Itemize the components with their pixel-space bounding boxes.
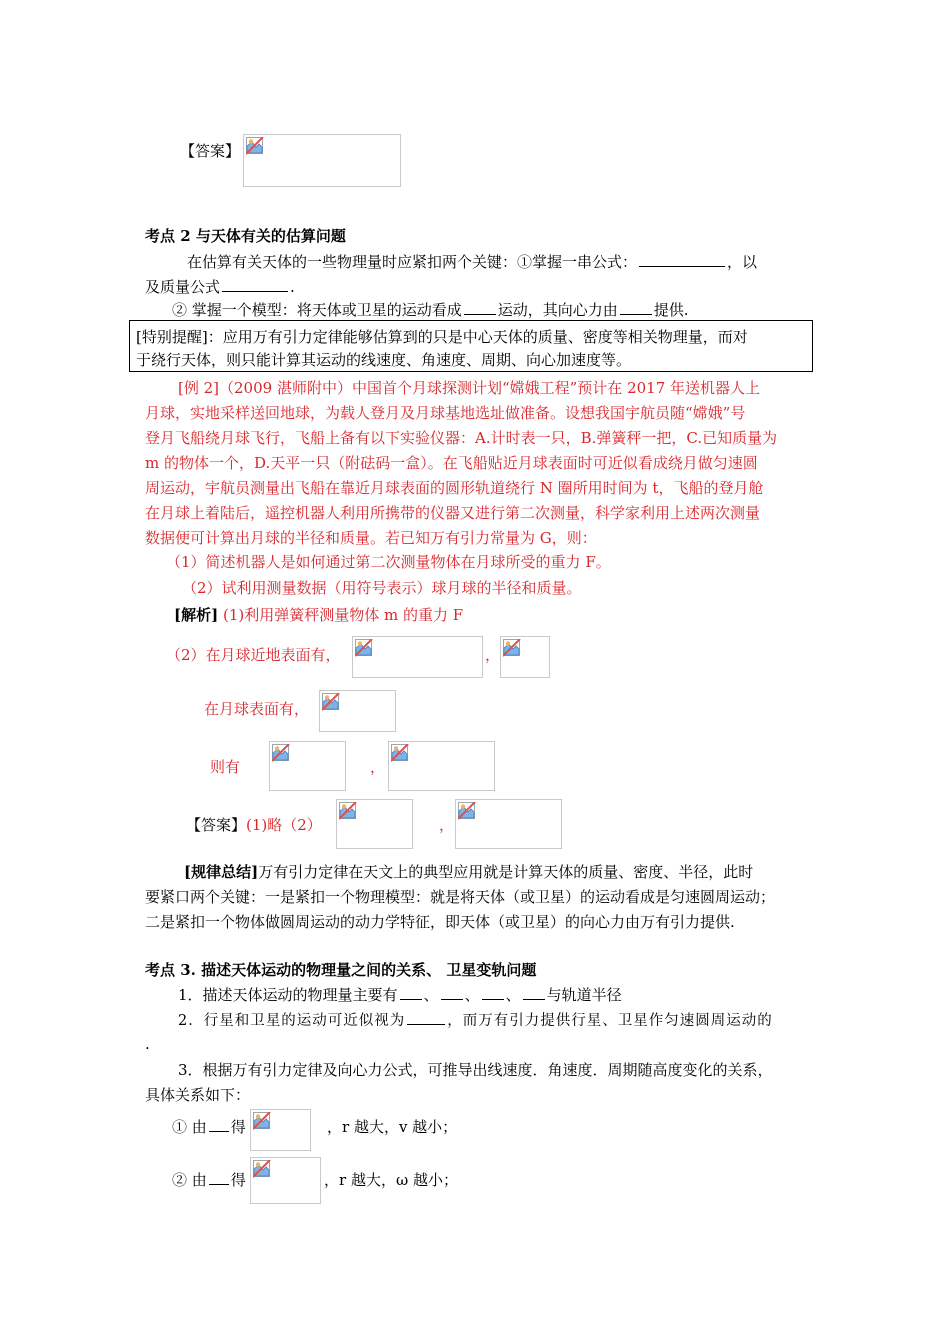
section-heading: 考点 2 与天体有关的估算问题 [145, 227, 346, 245]
fill-blank [407, 1010, 445, 1025]
broken-image-icon [458, 802, 476, 820]
formula-image [500, 636, 550, 678]
broken-image-icon [391, 744, 409, 762]
fill-blank [482, 985, 504, 1000]
example-line: 在月球上着陆后，遥控机器人利用所携带的仪器又进行第二次测量，科学家利用上述两次测量 [145, 504, 761, 522]
section-heading: 考点 3. 描述天体运动的物理量之间的关系、 卫星变轨问题 [145, 961, 537, 979]
formula-image [388, 741, 495, 791]
paragraph: 在估算有关天体的一些物理量时应紧扣两个关键：①掌握一串公式： ，以 [187, 253, 758, 271]
paragraph: 1．描述天体运动的物理量主要有 、 、 、 与轨道半径 [178, 986, 622, 1004]
formula-image [319, 690, 396, 732]
comma: ， [485, 646, 501, 664]
solution-step: 则有 [210, 758, 241, 776]
fill-blank [400, 985, 422, 1000]
fill-blank [639, 252, 725, 267]
relation-row: ② 由 得 [172, 1171, 246, 1189]
broken-image-icon [355, 639, 373, 657]
fill-blank [222, 277, 288, 292]
fill-blank [620, 300, 652, 315]
question-2: （2）试利用测量数据（用符号表示）球月球的半径和质量。 [182, 579, 582, 597]
relation-text: ，r 越大，ω 越小； [324, 1171, 458, 1189]
broken-image-icon [253, 1112, 271, 1130]
example-line: 周运动，宇航员测量出飞船在靠近月球表面的圆形轨道绕行 N 圈所用时间为 t，飞船的登月舱 [145, 479, 764, 497]
paragraph: 3．根据万有引力定律及向心力公式，可推导出线速度．角速度．周期随高度变化的关系， [178, 1061, 773, 1079]
summary-line: 二是紧扣一个物体做圆周运动的动力学特征，即天体（或卫星）的向心力由万有引力提供. [145, 913, 735, 931]
fill-blank [464, 300, 496, 315]
example-line: m 的物体一个，D.天平一只（附砝码一盒）。在飞船贴近月球表面时可近似看成绕月做匀速圆 [145, 454, 758, 472]
comma: ， [439, 816, 455, 834]
example-line: [例 2]（2009 湛师附中）中国首个月球探测计划“嫦娥工程”预计在 2017 年送机器人上 [178, 379, 761, 397]
callout-line: [特别提醒]：应用万有引力定律能够估算到的只是中心天体的质量、密度等相关物理量，而对 [136, 328, 748, 346]
paragraph: ② 掌握一个模型：将天体或卫星的运动看成 运动，其向心力由 提供. [172, 301, 689, 319]
formula-image [352, 636, 483, 678]
relation-text: ，r 越大，v 越小； [327, 1118, 458, 1136]
comma: ， [370, 758, 386, 776]
example-line: 数据便可计算出月球的半径和质量。若已知万有引力常量为 G，则： [145, 529, 597, 547]
formula-image [269, 741, 346, 791]
broken-image-icon [246, 137, 264, 155]
answer-label: 【答案】 [180, 142, 241, 160]
paragraph: 2．行星和卫星的运动可近似视为 ，而万有引力提供行星、卫星作匀速圆周运动的 [178, 1010, 773, 1031]
fill-blank [209, 1170, 229, 1185]
solution-step: 在月球表面有， [204, 700, 310, 718]
question-1: （1）简述机器人是如何通过第二次测量物体在月球所受的重力 F。 [166, 553, 611, 571]
answer-line: 【答案】(1)略（2） [186, 816, 322, 834]
example-line: 月球，实地采样送回地球，为载人登月及月球基地选址做准备。设想我国宇航员随“嫦娥”号 [145, 404, 746, 422]
relation-row: ① 由 得 [172, 1118, 246, 1136]
formula-image [243, 134, 401, 187]
paragraph-end: . [145, 1035, 150, 1053]
broken-image-icon [253, 1160, 271, 1178]
callout-line: 于绕行天体，则只能计算其运动的线速度、角速度、周期、向心加速度等。 [136, 351, 632, 369]
broken-image-icon [272, 744, 290, 762]
solution-step: （2）在月球近地表面有， [166, 646, 341, 664]
fill-blank [441, 985, 463, 1000]
summary-line: 要紧口两个关键：一是紧扣一个物理模型：就是将天体（或卫星）的运动看成是匀速圆周运动； [145, 888, 776, 906]
formula-image [336, 799, 413, 849]
paragraph: 具体关系如下： [145, 1086, 251, 1104]
formula-image [250, 1157, 321, 1204]
fill-blank [209, 1117, 229, 1132]
broken-image-icon [503, 639, 521, 657]
formula-image [455, 799, 562, 849]
broken-image-icon [322, 693, 340, 711]
paragraph: 及质量公式 . [145, 278, 295, 296]
solution-line: [解析] (1)利用弹簧秤测量物体 m 的重力 F [174, 606, 464, 624]
formula-image [250, 1109, 311, 1151]
summary-line: [规律总结]万有引力定律在天文上的典型应用就是计算天体的质量、密度、半径，此时 [184, 863, 754, 881]
broken-image-icon [339, 802, 357, 820]
fill-blank [523, 985, 545, 1000]
example-line: 登月飞船绕月球飞行，飞船上备有以下实验仪器：A.计时表一只，B.弹簧秤一把，C.已知质量为 [145, 429, 778, 447]
